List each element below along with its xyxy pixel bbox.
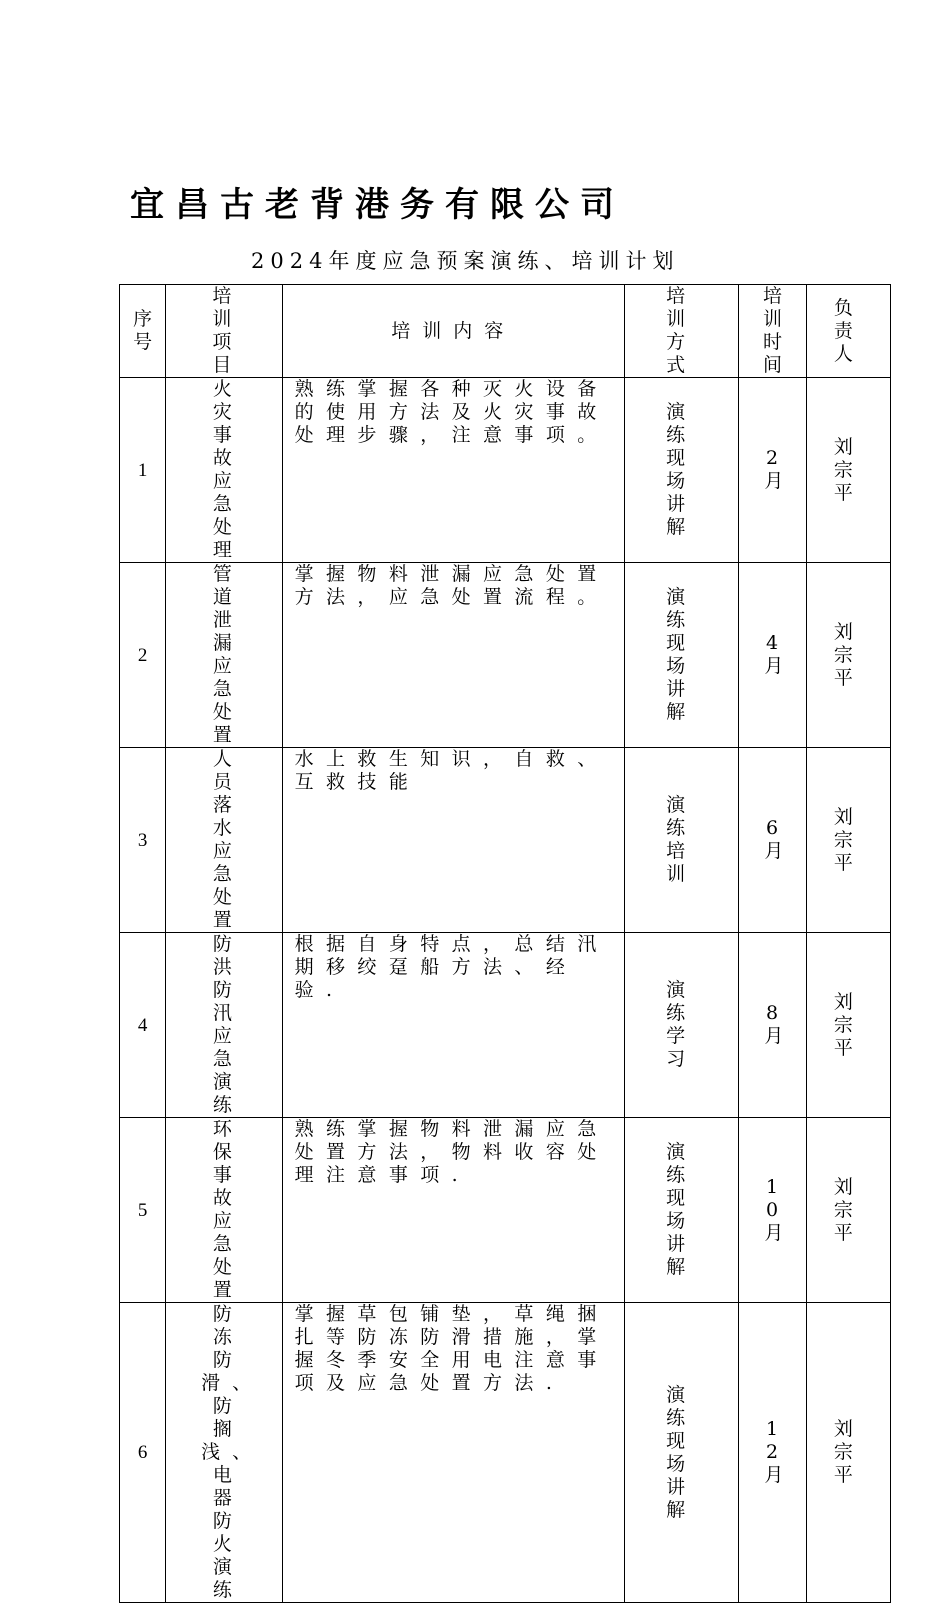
row-item: 管道泄漏应急处置 — [166, 563, 282, 748]
row-no: 4 — [120, 933, 166, 1118]
row-time: 2月 — [739, 378, 806, 563]
header-content: 培训内容 — [282, 285, 624, 378]
table-row — [120, 1118, 891, 1303]
header-item: 培训项目 — [166, 285, 282, 378]
row-no: 3 — [120, 748, 166, 933]
row-no: 5 — [120, 1118, 166, 1303]
row-time: 4月 — [739, 563, 806, 748]
row-responsible: 刘宗平 — [806, 563, 890, 748]
row-method: 演练现场讲解 — [624, 563, 738, 748]
row-method: 演练现场讲解 — [624, 1118, 738, 1303]
row-content: 掌握草包铺垫，草绳捆扎等防冻防滑措施，掌握冬季安全用电注意事项及应急处置方法. — [282, 1303, 624, 1603]
row-time: 12月 — [739, 1303, 806, 1603]
row-responsible: 刘宗平 — [806, 1118, 890, 1303]
table-row — [120, 563, 891, 748]
row-responsible: 刘宗平 — [806, 1303, 890, 1603]
row-method: 演练学习 — [624, 933, 738, 1118]
row-item: 人员落水应急处置 — [166, 748, 282, 933]
header-method: 培训方式 — [624, 285, 738, 378]
row-item: 环保事故应急处置 — [166, 1118, 282, 1303]
row-content: 根据自身特点，总结汛期移绞趸船方法、经验. — [282, 933, 624, 1118]
row-no: 1 — [120, 378, 166, 563]
table-header-row — [120, 285, 891, 378]
row-method: 演练现场讲解 — [624, 1303, 738, 1603]
row-time: 6月 — [739, 748, 806, 933]
header-time: 培训时间 — [739, 285, 806, 378]
row-content: 熟练掌握各种灭火设备的使用方法及火灾事故处理步骤，注意事项。 — [282, 378, 624, 563]
row-item: 防洪防汛应急演练 — [166, 933, 282, 1118]
row-responsible: 刘宗平 — [806, 378, 890, 563]
row-no: 6 — [120, 1303, 166, 1603]
row-content: 熟练掌握物料泄漏应急处置方法，物料收容处理注意事项. — [282, 1118, 624, 1303]
table-row — [120, 933, 891, 1118]
row-responsible: 刘宗平 — [806, 933, 890, 1118]
row-content: 水上救生知识，自救、互救技能 — [282, 748, 624, 933]
header-no: 序号 — [120, 285, 166, 378]
company-name: 宜昌古老背港务有限公司 — [130, 185, 625, 225]
row-time: 10月 — [739, 1118, 806, 1303]
row-responsible: 刘宗平 — [806, 748, 890, 933]
training-plan-table — [119, 284, 891, 1603]
table-row — [120, 748, 891, 933]
row-item: 火灾事故应急处理 — [166, 378, 282, 563]
row-content: 掌握物料泄漏应急处置方法，应急处置流程。 — [282, 563, 624, 748]
row-method: 演练培训 — [624, 748, 738, 933]
header-responsible: 负责人 — [806, 285, 890, 378]
table-row — [120, 1303, 891, 1603]
row-no: 2 — [120, 563, 166, 748]
row-item: 防冻防滑、防搁浅、电器防火演练 — [166, 1303, 282, 1603]
row-method: 演练现场讲解 — [624, 378, 738, 563]
row-time: 8月 — [739, 933, 806, 1118]
table-row — [120, 378, 891, 563]
plan-title: 2024年度应急预案演练、培训计划 — [251, 249, 680, 273]
